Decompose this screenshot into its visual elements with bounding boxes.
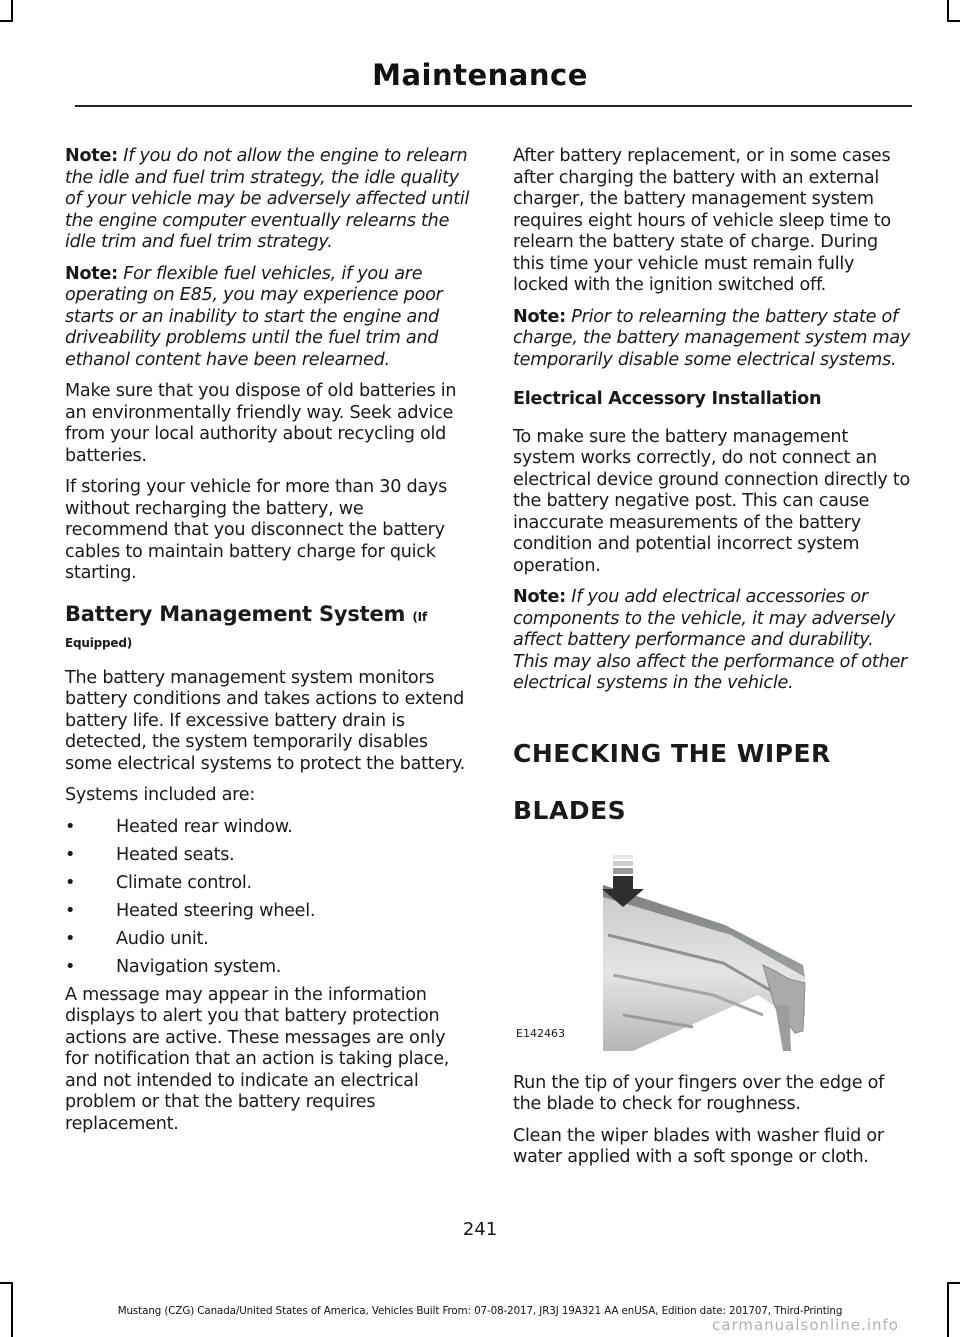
list-item-text: Heated rear window. [116,816,293,837]
systems-list [65,817,470,979]
footer-edition-info: Mustang (CZG) Canada/United States of America, Vehicles Built From: 07-08-2017, JR3J 19A321 AA enUSA, Edition date: 201707, Third-Printing [117,1305,843,1317]
crop-mark-bottom-left-h [0,1282,13,1284]
note-text: For flexible fuel vehicles, if you are operating on E85, you may experience poor starts or an inability to start the engine and driveability problems until the fuel trim and ethanol content have been relearned. [65,263,443,370]
note-idle-trim [65,146,470,254]
heading-line: BLADES [513,795,627,825]
page-title: Maintenance [372,58,588,92]
bullet: • [65,844,76,865]
heading-qualifier: (If [412,609,427,624]
list-item [65,957,470,979]
heading-battery-management-system [65,601,470,650]
paragraph-accessory-installation: To make sure the battery management system works correctly, do not connect an electrical device ground connection directly to the battery negative post. This can cause inaccurate measurements of the battery condition and potential incorrect system operation. [513,426,911,576]
bullet: • [65,900,76,921]
bullet: • [65,872,76,893]
note-label: Note: [65,263,118,284]
note-text: Prior to relearning the battery state of charge, the battery management system may temporarily disable some electrical systems. [513,306,911,370]
left-column [65,146,470,1145]
wiper-blade-illustration [513,855,813,1051]
note-relearning [513,307,911,372]
crop-mark-top-left-h [0,20,13,22]
crop-mark-top-left-v [11,0,13,22]
list-item-text: Audio unit. [116,928,209,949]
page-number: 241 [462,1219,498,1240]
heading-checking-wiper-blades [513,725,911,839]
heading-line: CHECKING THE WIPER [513,738,831,768]
list-item-text: Heated steering wheel. [116,900,316,921]
paragraph-clean-blades: Clean the wiper blades with washer fluid or water applied with a soft sponge or cloth. [513,1125,884,1167]
paragraph-dispose-batteries: Make sure that you dispose of old batteries in an environmentally friendly way. Seek advice from your local authority about recycling old batteries. [65,381,457,466]
right-column [513,146,911,1179]
watermark: carmanualsonline.info [712,1316,899,1334]
list-item-text: Climate control. [116,872,252,893]
crop-mark-bottom-right-h [947,1282,960,1284]
paragraph-systems-intro: Systems included are: [65,785,255,805]
list-item [65,817,470,839]
wiper-blade-image [513,855,813,1051]
note-label: Note: [65,146,118,166]
figure-code: E142463 [516,1027,565,1040]
note-label: Note: [513,587,566,607]
note-label: Note: [513,306,566,327]
list-item [65,901,470,923]
paragraph-storing-vehicle: If storing your vehicle for more than 30 days without recharging the battery, we recommend that you disconnect the battery cables to maintain battery charge for quick starting. [65,477,448,583]
list-item [65,845,470,867]
paragraph-after-replacement: After battery replacement, or in some cases after charging the battery with an external charger, the battery management system requires eight hours of vehicle sleep time to relearn the battery state of charge. During this time your vehicle must remain fully locked with the ignition switched off. [513,146,891,295]
note-accessories [513,587,911,695]
note-text: If you do not allow the engine to relearn the idle and fuel trim strategy, the idle quality of your vehicle may be adversely affected until the engine computer eventually relearns the idle trim and fuel trim strategy. [65,146,470,252]
bullet: • [65,956,76,977]
paragraph-bms-description: The battery management system monitors battery conditions and takes actions to extend battery life. If excessive battery drain is detected, the system temporarily disables some electrical systems to protect the battery. [65,667,465,774]
paragraph-information-message: A message may appear in the information displays to alert you that battery protection actions are active. These messages are only for notification that an action is taking place, and not intended to indicate an electrical problem or that the battery requires replacement. [65,984,450,1134]
note-text: If you add electrical accessories or components to the vehicle, it may adversely affect battery performance and durability. This may also affect the performance of other electrical systems in the vehicle. [513,587,908,693]
list-item [65,929,470,951]
bullet: • [65,816,76,837]
crop-mark-top-right-v [947,0,949,22]
list-item [65,873,470,895]
bullet: • [65,928,76,949]
note-flex-fuel [65,264,470,372]
paragraph-check-roughness: Run the tip of your fingers over the edge of the blade to check for roughness. [513,1072,885,1114]
list-item-text: Navigation system. [116,956,282,977]
header-divider [75,105,912,107]
crop-mark-top-right-h [947,20,960,22]
heading-electrical-accessory: Electrical Accessory Installation [513,389,822,409]
heading-text: Battery Management System [65,601,406,626]
heading-qualifier-line: Equipped) [65,635,133,650]
list-item-text: Heated seats. [116,844,235,865]
